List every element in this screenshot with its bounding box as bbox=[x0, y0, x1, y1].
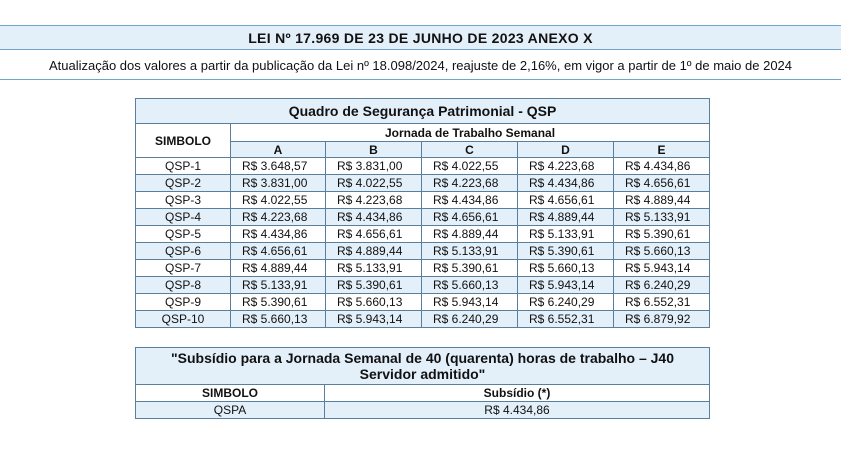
table-row bbox=[136, 311, 710, 328]
value-cell: R$ 4.434,86 bbox=[231, 226, 326, 243]
subsidio-caption-line-2: Servidor admitido" bbox=[359, 366, 486, 382]
symbol-cell: QSP-6 bbox=[136, 243, 231, 260]
column-header-c: C bbox=[422, 142, 518, 158]
value-cell: R$ 4.434,86 bbox=[614, 158, 710, 175]
value-cell: R$ 6.240,29 bbox=[422, 311, 518, 328]
value-cell: R$ 4.434,86 bbox=[422, 192, 518, 209]
value-cell: R$ 5.390,61 bbox=[422, 260, 518, 277]
value-cell: R$ 4.889,44 bbox=[518, 209, 614, 226]
value-cell: R$ 5.660,13 bbox=[326, 294, 422, 311]
symbol-cell: QSP-7 bbox=[136, 260, 231, 277]
column-header-d: D bbox=[518, 142, 614, 158]
table-row bbox=[136, 243, 710, 260]
value-cell: R$ 4.656,61 bbox=[231, 243, 326, 260]
symbol-cell: QSP-9 bbox=[136, 294, 231, 311]
value-cell: R$ 5.390,61 bbox=[614, 226, 710, 243]
symbol-cell: QSP-1 bbox=[136, 158, 231, 175]
value-cell: R$ 5.390,61 bbox=[326, 277, 422, 294]
symbol-cell: QSP-10 bbox=[136, 311, 231, 328]
subsidio-table bbox=[135, 347, 710, 419]
value-cell: R$ 4.022,55 bbox=[231, 192, 326, 209]
value-cell: R$ 5.390,61 bbox=[518, 243, 614, 260]
table-row bbox=[136, 277, 710, 294]
value-cell: R$ 4.434,86 bbox=[518, 175, 614, 192]
value-cell: R$ 4.889,44 bbox=[422, 226, 518, 243]
qsp-table-caption: Quadro de Segurança Patrimonial - QSP bbox=[136, 99, 710, 124]
table-row bbox=[136, 175, 710, 192]
value-cell: R$ 4.889,44 bbox=[326, 243, 422, 260]
qsp-salary-table bbox=[135, 98, 710, 328]
value-cell: R$ 6.240,29 bbox=[614, 277, 710, 294]
value-cell: R$ 5.943,14 bbox=[614, 260, 710, 277]
table-row bbox=[136, 209, 710, 226]
subsidio-row bbox=[136, 402, 710, 419]
document-subtitle: Atualização dos valores a partir da publicação da Lei nº 18.098/2024, reajuste de 2,16%, em vigor a partir de 1º de maio de 2024 bbox=[0, 51, 841, 80]
value-cell: R$ 5.390,61 bbox=[231, 294, 326, 311]
value-cell: R$ 5.943,14 bbox=[518, 277, 614, 294]
symbol-cell: QSP-3 bbox=[136, 192, 231, 209]
value-cell: R$ 4.889,44 bbox=[614, 192, 710, 209]
table-row bbox=[136, 226, 710, 243]
column-header-a: A bbox=[231, 142, 326, 158]
value-cell: R$ 5.660,13 bbox=[614, 243, 710, 260]
value-cell: R$ 5.660,13 bbox=[231, 311, 326, 328]
value-cell: R$ 5.943,14 bbox=[422, 294, 518, 311]
subsidio-value-header: Subsídio (*) bbox=[325, 385, 710, 402]
value-cell: R$ 4.223,68 bbox=[326, 192, 422, 209]
value-cell: R$ 4.656,61 bbox=[326, 226, 422, 243]
value-cell: R$ 4.656,61 bbox=[614, 175, 710, 192]
symbol-column-header: SIMBOLO bbox=[136, 124, 231, 158]
value-cell: R$ 5.133,91 bbox=[326, 260, 422, 277]
table-row bbox=[136, 158, 710, 175]
value-cell: R$ 4.889,44 bbox=[231, 260, 326, 277]
jornada-group-header: Jornada de Trabalho Semanal bbox=[231, 124, 710, 142]
value-cell: R$ 5.943,14 bbox=[326, 311, 422, 328]
symbol-cell: QSP-8 bbox=[136, 277, 231, 294]
value-cell: R$ 5.133,91 bbox=[518, 226, 614, 243]
value-cell: R$ 5.133,91 bbox=[231, 277, 326, 294]
value-cell: R$ 3.648,57 bbox=[231, 158, 326, 175]
value-cell: R$ 5.133,91 bbox=[614, 209, 710, 226]
value-cell: R$ 5.660,13 bbox=[518, 260, 614, 277]
subsidio-symbol-cell: QSPA bbox=[136, 402, 325, 419]
value-cell: R$ 3.831,00 bbox=[231, 175, 326, 192]
value-cell: R$ 4.656,61 bbox=[422, 209, 518, 226]
value-cell: R$ 3.831,00 bbox=[326, 158, 422, 175]
subsidio-symbol-header: SIMBOLO bbox=[136, 385, 325, 402]
value-cell: R$ 4.223,68 bbox=[518, 158, 614, 175]
table-row bbox=[136, 192, 710, 209]
value-cell: R$ 4.656,61 bbox=[518, 192, 614, 209]
value-cell: R$ 4.022,55 bbox=[422, 158, 518, 175]
value-cell: R$ 4.022,55 bbox=[326, 175, 422, 192]
subsidio-caption-line-1: "Subsídio para a Jornada Semanal de 40 (quarenta) horas de trabalho – J40 bbox=[170, 350, 675, 366]
column-header-e: E bbox=[614, 142, 710, 158]
value-cell: R$ 4.223,68 bbox=[422, 175, 518, 192]
value-cell: R$ 6.879,92 bbox=[614, 311, 710, 328]
value-cell: R$ 5.133,91 bbox=[422, 243, 518, 260]
symbol-cell: QSP-5 bbox=[136, 226, 231, 243]
subsidio-table-caption bbox=[136, 348, 710, 385]
table-row bbox=[136, 294, 710, 311]
subsidio-value-cell: R$ 4.434,86 bbox=[325, 402, 710, 419]
value-cell: R$ 4.434,86 bbox=[326, 209, 422, 226]
value-cell: R$ 5.660,13 bbox=[422, 277, 518, 294]
value-cell: R$ 4.223,68 bbox=[231, 209, 326, 226]
symbol-cell: QSP-4 bbox=[136, 209, 231, 226]
value-cell: R$ 6.552,31 bbox=[518, 311, 614, 328]
value-cell: R$ 6.552,31 bbox=[614, 294, 710, 311]
table-row bbox=[136, 260, 710, 277]
column-header-b: B bbox=[326, 142, 422, 158]
value-cell: R$ 6.240,29 bbox=[518, 294, 614, 311]
document-title: LEI Nº 17.969 DE 23 DE JUNHO DE 2023 ANEXO X bbox=[0, 25, 841, 50]
symbol-cell: QSP-2 bbox=[136, 175, 231, 192]
